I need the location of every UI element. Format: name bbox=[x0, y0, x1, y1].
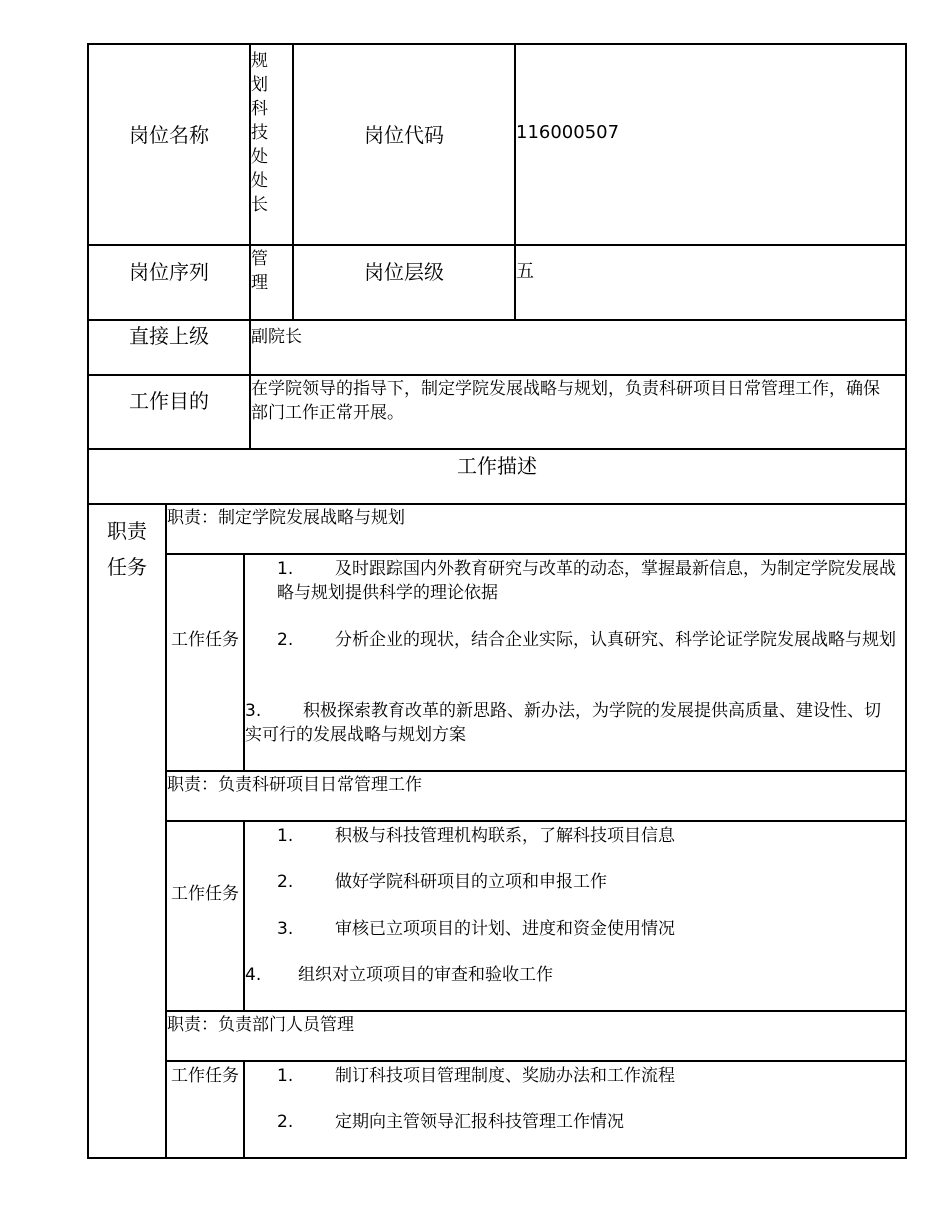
task-text: 积极探索教育改革的新思路、新办法，为学院的发展提供高质量、建设性、切实可行的发展战略与规划方案 bbox=[245, 701, 881, 745]
task-number: 2. bbox=[277, 872, 294, 892]
task-text: 审核已立项项目的计划、进度和资金使用情况 bbox=[335, 919, 675, 939]
duties-label bbox=[89, 513, 165, 585]
task-item bbox=[245, 963, 890, 987]
row-line bbox=[87, 503, 907, 505]
task-label: 工作任务 bbox=[171, 884, 239, 904]
row-line bbox=[165, 770, 907, 772]
task-text: 积极与科技管理机构联系，了解科技项目信息 bbox=[335, 826, 675, 846]
task-item bbox=[277, 1110, 899, 1134]
duties-label-line2: 任务 bbox=[107, 555, 147, 579]
sequence-label: 岗位序列 bbox=[129, 260, 209, 284]
purpose-value: 在学院领导的指导下，制定学院发展战略与规划，负责科研项目日常管理工作，确保部门工作正常开展。 bbox=[251, 379, 880, 423]
task-number: 4. bbox=[245, 965, 262, 985]
task-item bbox=[277, 917, 899, 941]
position-code-label: 岗位代码 bbox=[364, 123, 444, 147]
task-text: 做好学院科研项目的立项和申报工作 bbox=[335, 872, 607, 892]
duty-title: 职责：负责科研项目日常管理工作 bbox=[167, 775, 422, 795]
border-top bbox=[87, 43, 907, 45]
task-number: 1. bbox=[277, 559, 294, 579]
col-line bbox=[243, 1060, 245, 1159]
row-line bbox=[165, 1010, 907, 1012]
row-line bbox=[87, 319, 907, 321]
row-line bbox=[87, 374, 907, 376]
duty-title: 职责：制定学院发展战略与规划 bbox=[167, 508, 405, 528]
task-item bbox=[277, 870, 899, 894]
superior-label: 直接上级 bbox=[129, 324, 209, 348]
row-line bbox=[87, 448, 907, 450]
position-code-value: 116000507 bbox=[516, 122, 620, 143]
border-left bbox=[87, 43, 89, 1159]
task-item bbox=[277, 824, 899, 848]
task-number: 1. bbox=[277, 1066, 294, 1086]
task-label: 工作任务 bbox=[171, 1066, 239, 1086]
task-text: 组织对立项项目的审查和验收工作 bbox=[298, 965, 553, 985]
row-line bbox=[165, 820, 907, 822]
border-bottom bbox=[87, 1157, 907, 1159]
task-number: 2. bbox=[277, 1112, 294, 1132]
task-number: 1. bbox=[277, 826, 294, 846]
row-line bbox=[165, 553, 907, 555]
row-line bbox=[165, 1060, 907, 1062]
task-text: 制订科技项目管理制度、奖励办法和工作流程 bbox=[335, 1066, 675, 1086]
col-line bbox=[165, 503, 167, 1159]
task-item bbox=[277, 1064, 899, 1088]
level-value: 五 bbox=[516, 261, 534, 282]
border-right bbox=[905, 43, 907, 1159]
description-title: 工作描述 bbox=[457, 454, 537, 478]
duties-label-line1: 职责 bbox=[107, 519, 147, 543]
purpose-label: 工作目的 bbox=[129, 389, 209, 413]
superior-value: 副院长 bbox=[251, 327, 302, 347]
task-item bbox=[245, 699, 890, 747]
duty-title: 职责：负责部门人员管理 bbox=[167, 1015, 354, 1035]
task-label: 工作任务 bbox=[171, 630, 239, 650]
task-text: 定期向主管领导汇报科技管理工作情况 bbox=[335, 1112, 624, 1132]
task-number: 3. bbox=[245, 701, 262, 721]
position-name-label: 岗位名称 bbox=[129, 123, 209, 147]
level-label: 岗位层级 bbox=[364, 260, 444, 284]
task-text: 分析企业的现状，结合企业实际，认真研究、科学论证学院发展战略与规划 bbox=[335, 630, 896, 650]
task-number: 3. bbox=[277, 919, 294, 939]
sequence-value: 管理 bbox=[251, 249, 268, 293]
task-text: 及时跟踪国内外教育研究与改革的动态，掌握最新信息，为制定学院发展战略与规划提供科学的理论依据 bbox=[277, 559, 896, 603]
task-number: 2. bbox=[277, 630, 294, 650]
row-line bbox=[87, 244, 907, 246]
position-name-value: 规划科技处处长 bbox=[251, 51, 268, 215]
task-item bbox=[277, 557, 899, 605]
task-item bbox=[277, 628, 899, 652]
